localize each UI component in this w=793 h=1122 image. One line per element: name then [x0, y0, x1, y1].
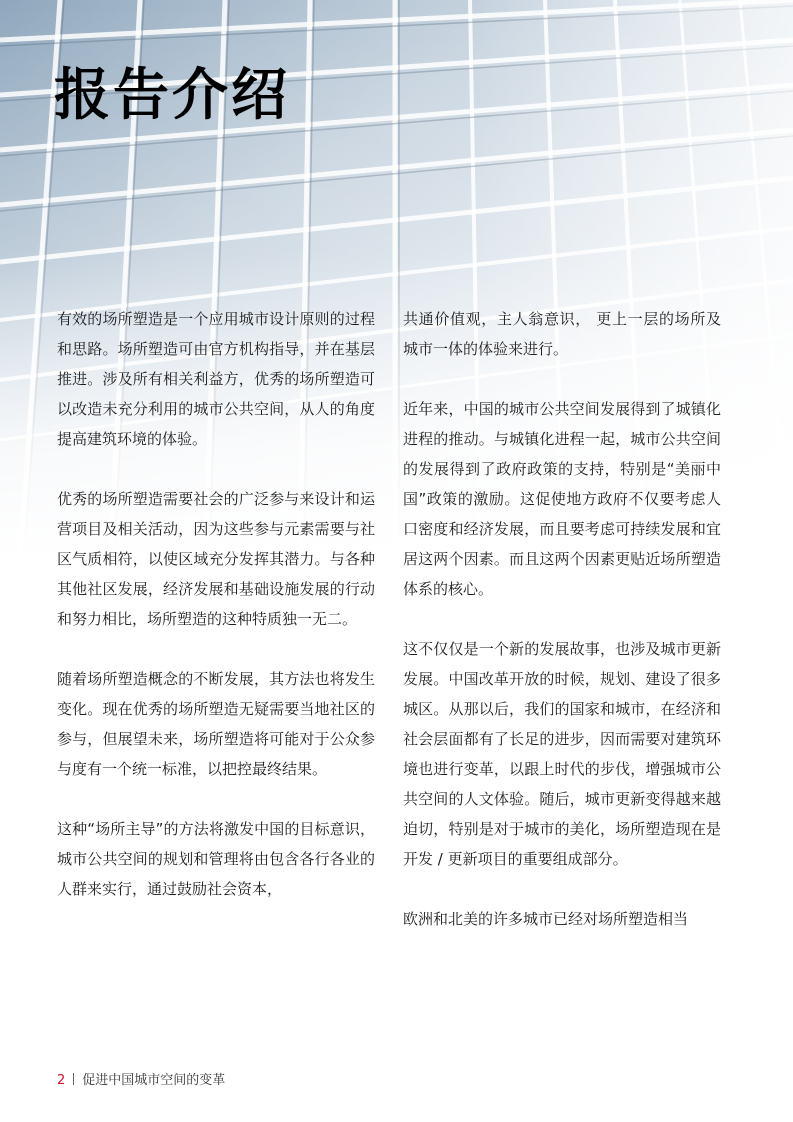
document-title: 促进中国城市空间的变革	[82, 1073, 226, 1088]
page-footer	[57, 1072, 225, 1090]
paragraph: 近年来，中国的城市公共空间发展得到了城镇化进程的推动。与城镇化进程一起，城市公共空间的发展得到了政府政策的支持，特别是“美丽中国”政策的激励。这促使地方政府不仅要考虑人口密度和经济发展，而且要考虑可持续发展和宜居这两个因素。而且这两个因素更贴近场所塑造体系的核心。	[403, 400, 721, 598]
paragraph: 有效的场所塑造是一个应用城市设计原则的过程和思路。场所塑造可由官方机构指导，并在基层推进。涉及所有相关利益方，优秀的场所塑造可以改造未充分利用的城市公共空间，从人的角度提高建筑环境的体验。	[57, 310, 375, 448]
paragraph: 欧洲和北美的许多城市已经对场所塑造相当	[403, 910, 689, 928]
paragraph: 这种“场所主导”的方法将激发中国的目标意识，城市公共空间的规划和管理将由包含各行各业的人群来实行，通过鼓励社会资本，	[57, 820, 375, 898]
paragraph: 随着场所塑造概念的不断发展，其方法也将发生变化。现在优秀的场所塑造无疑需要当地社区的参与，但展望未来，场所塑造将可能对于公众参与度有一个统一标准，以把控最终结果。	[57, 670, 375, 778]
footer-divider	[73, 1073, 74, 1085]
paragraph: 共通价值观，主人翁意识， 更上一层的场所及城市一体的体验来进行。	[403, 310, 721, 358]
page-title: 报告介绍	[54, 63, 290, 128]
page-number: 2	[57, 1073, 66, 1088]
right-column	[403, 304, 721, 964]
paragraph: 优秀的场所塑造需要社会的广泛参与来设计和运营项目及相关活动，因为这些参与元素需要与社区气质相符，以使区域充分发挥其潜力。与各种其他社区发展，经济发展和基础设施发展的行动和努力相比，场所塑造的这种特质独一无二。	[57, 490, 375, 628]
paragraph: 这不仅仅是一个新的发展故事，也涉及城市更新发展。中国改革开放的时候，规划、建设了很多城区。从那以后，我们的国家和城市，在经济和社会层面都有了长足的进步，因而需要对建筑环境也进行变革，以跟上时代的步伐，增强城市公共空间的人文体验。随后，城市更新变得越来越迫切，特别是对于城市的美化，场所塑造现在是开发 / 更新项目的重要组成部分。	[403, 640, 721, 868]
left-column	[57, 304, 375, 934]
